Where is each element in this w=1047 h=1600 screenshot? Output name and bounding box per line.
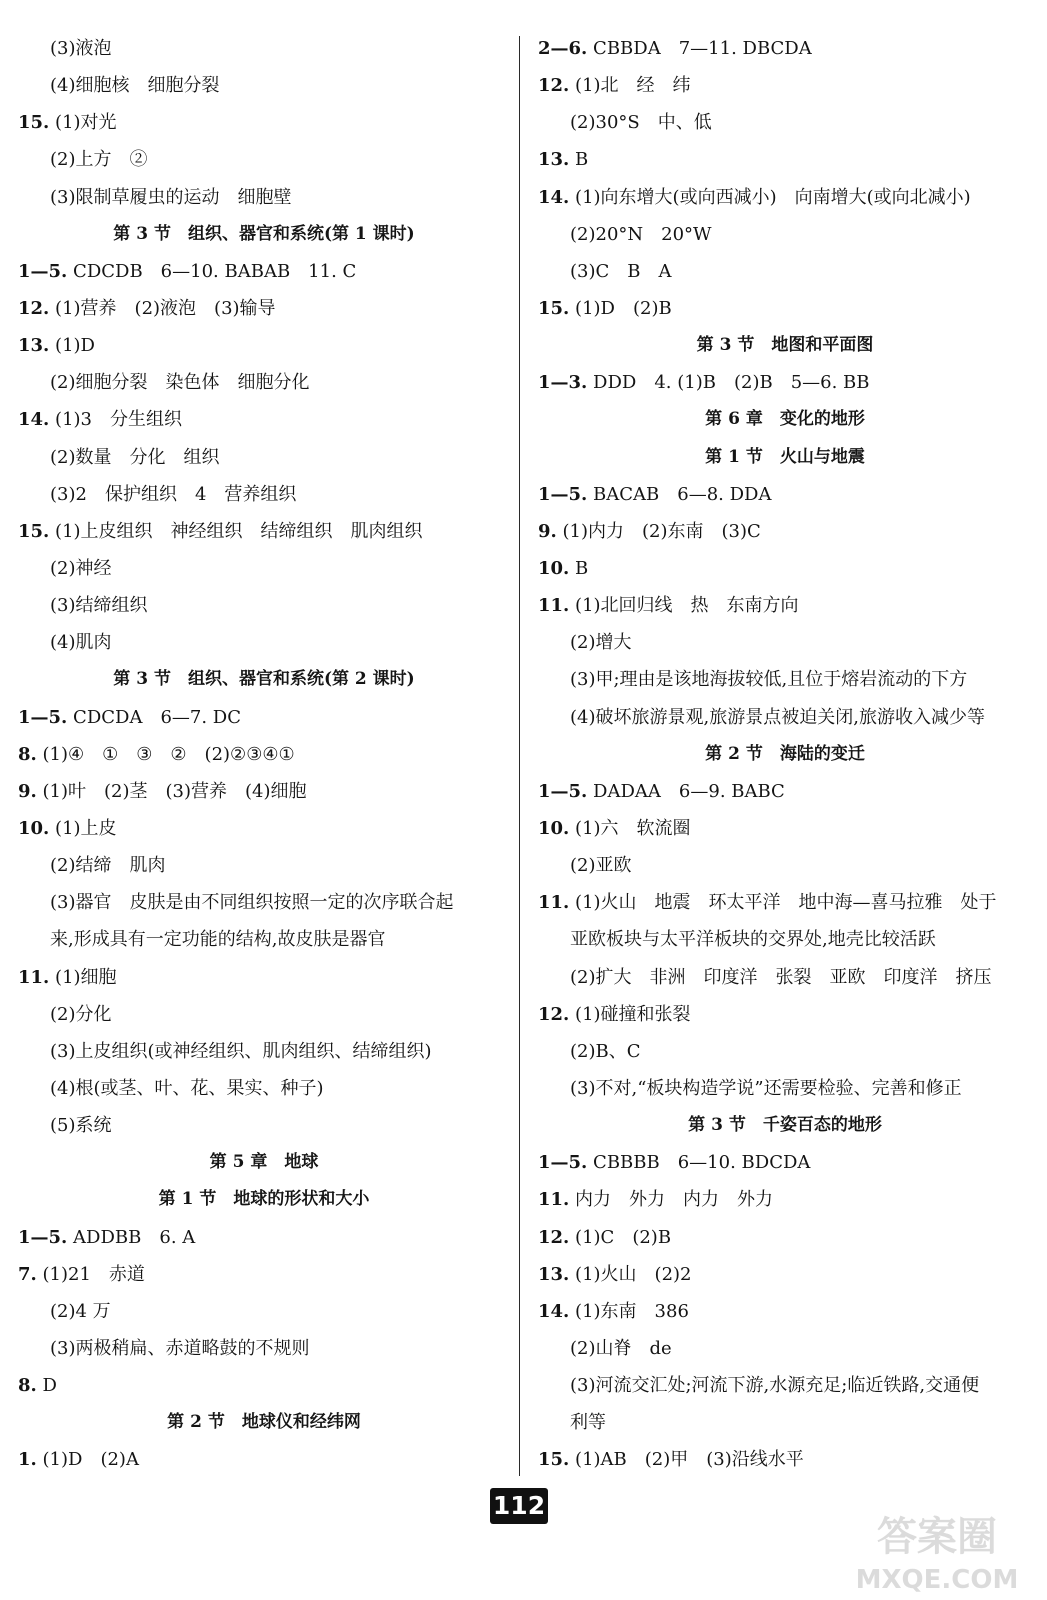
answer-line	[538, 179, 1032, 216]
answer-text: (1)D (2)A	[36, 1449, 139, 1471]
section-heading	[18, 1144, 510, 1181]
answer-line	[18, 1367, 510, 1404]
answer-text: (3)不对,“板块构造学说”还需要检验、完善和修正	[570, 1077, 962, 1099]
answer-line	[18, 550, 510, 587]
answer-text: 第 3 节 组织、器官和系统(第 2 课时)	[113, 669, 415, 690]
answer-text: B	[569, 557, 589, 579]
answer-line	[538, 1330, 1032, 1367]
section-heading	[538, 401, 1032, 438]
answer-text: CDCDB 6—10. BABAB 11. C	[67, 260, 357, 282]
section-heading	[538, 327, 1032, 364]
question-number: 9.	[18, 780, 37, 802]
answer-line	[538, 364, 1032, 401]
question-number: 10.	[538, 557, 570, 579]
question-number: 10.	[538, 817, 570, 839]
question-number: 1—5.	[18, 260, 68, 282]
answer-text: (2)上方 ②	[50, 149, 148, 171]
question-number: 1—5.	[18, 706, 68, 728]
answer-text: 亚欧板块与太平洋板块的交界处,地壳比较活跃	[570, 929, 936, 951]
answer-line	[538, 1441, 1032, 1478]
answer-line	[538, 1404, 1032, 1441]
answer-text: 第 5 章 地球	[209, 1152, 319, 1173]
answer-line	[538, 810, 1032, 847]
answer-text: CDCDA 6—7. DC	[67, 706, 242, 728]
answer-text: (1)碰撞和张裂	[569, 1003, 691, 1025]
answer-line	[18, 624, 510, 661]
answer-line	[18, 179, 510, 216]
answer-line	[18, 30, 510, 67]
answer-text: 第 1 节 火山与地震	[705, 446, 865, 467]
answer-line	[538, 253, 1032, 290]
answer-line	[538, 884, 1032, 921]
answer-line	[538, 216, 1032, 253]
question-number: 8.	[18, 1375, 37, 1397]
right-column	[538, 30, 1032, 1478]
answer-text: DADAA 6—9. BABC	[587, 780, 785, 802]
answer-line	[18, 587, 510, 624]
answer-text: (1)21 赤道	[36, 1263, 145, 1285]
answer-text: (3)河流交汇处;河流下游,水源充足;临近铁路,交通便	[570, 1375, 980, 1397]
watermark-bottom: MXQE.COM	[855, 1565, 1019, 1595]
answer-text: CBBDA 7—11. DBCDA	[587, 38, 812, 59]
answer-text: (1)火山 地震 环太平洋 地中海—喜马拉雅 处于	[569, 892, 997, 914]
answer-line	[538, 141, 1032, 178]
answer-text: (2)B、C	[570, 1040, 641, 1062]
column-divider	[519, 36, 520, 1476]
answer-line	[538, 1219, 1032, 1256]
answer-text: 内力 外力 内力 外力	[569, 1189, 774, 1211]
answer-text: (3)器官 皮肤是由不同组织按照一定的次序联合起	[50, 892, 454, 914]
answer-text: (3)甲;理由是该地海拔较低,且位于熔岩流动的下方	[570, 669, 968, 691]
answer-text: (3)上皮组织(或神经组织、肌肉组织、结缔组织)	[50, 1040, 432, 1062]
answer-text: (1)北回归线 热 东南方向	[569, 595, 799, 617]
answer-line	[18, 104, 510, 141]
answer-text: (2)增大	[570, 632, 632, 654]
section-heading	[538, 439, 1032, 476]
answer-line	[18, 921, 510, 958]
answer-text: (2)数量 分化 组织	[50, 446, 220, 468]
answer-text: (1)对光	[49, 112, 117, 134]
answer-line	[538, 67, 1032, 104]
answer-text: 利等	[570, 1412, 606, 1434]
answer-line	[18, 476, 510, 513]
answer-text: (1)④ ① ③ ② (2)②③④①	[36, 743, 295, 765]
answer-text: (2)扩大 非洲 印度洋 张裂 亚欧 印度洋 挤压	[570, 966, 992, 988]
answer-line	[18, 1107, 510, 1144]
answer-text: (1)东南 386	[569, 1300, 689, 1322]
answer-text: 第 3 节 组织、器官和系统(第 1 课时)	[113, 223, 415, 244]
answer-text: (2)20°N 20°W	[570, 223, 712, 245]
answer-text: D	[36, 1375, 57, 1397]
question-number: 15.	[538, 297, 570, 319]
question-number: 1—5.	[538, 483, 588, 505]
answer-line	[18, 1070, 510, 1107]
answer-text: (3)2 保护组织 4 营养组织	[50, 483, 297, 505]
question-number: 11.	[538, 892, 570, 914]
page-number: 112	[490, 1488, 548, 1524]
answer-line	[538, 30, 1032, 67]
question-number: 11.	[538, 595, 570, 617]
answer-line	[18, 699, 510, 736]
question-number: 8.	[18, 743, 37, 765]
answer-line	[18, 327, 510, 364]
answer-line	[538, 847, 1032, 884]
answer-text: (2)30°S 中、低	[570, 112, 712, 134]
answer-line	[538, 1256, 1032, 1293]
answer-line	[538, 513, 1032, 550]
question-number: 2—6.	[538, 38, 588, 59]
answer-text: (4)细胞核 细胞分裂	[50, 75, 220, 97]
answer-line	[18, 1219, 510, 1256]
answer-text: (2)结缔 肌肉	[50, 855, 166, 877]
question-number: 1—5.	[18, 1226, 68, 1248]
answer-text: (1)D (2)B	[569, 297, 672, 319]
section-heading	[18, 216, 510, 253]
answer-text: 第 2 节 海陆的变迁	[705, 743, 865, 764]
answer-line	[18, 1293, 510, 1330]
answer-text: (2)神经	[50, 557, 112, 579]
question-number: 12.	[538, 1003, 570, 1025]
answer-line	[18, 736, 510, 773]
answer-line	[18, 1256, 510, 1293]
answer-text: (3)结缔组织	[50, 595, 148, 617]
section-heading	[538, 1107, 1032, 1144]
answer-text: (4)肌肉	[50, 632, 112, 654]
answer-line	[538, 921, 1032, 958]
answer-text: (1)六 软流圈	[569, 817, 691, 839]
answer-text: (2)4 万	[50, 1300, 111, 1322]
question-number: 10.	[18, 817, 50, 839]
question-number: 11.	[18, 966, 50, 988]
answer-line	[538, 587, 1032, 624]
answer-text: 来,形成具有一定功能的结构,故皮肤是器官	[50, 929, 386, 951]
question-number: 7.	[18, 1263, 37, 1285]
answer-text: (1)北 经 纬	[569, 75, 691, 97]
left-column	[18, 30, 510, 1478]
question-number: 12.	[538, 75, 570, 97]
answer-text: (3)C B A	[570, 260, 672, 282]
answer-text: (1)火山 (2)2	[569, 1263, 692, 1285]
section-heading	[18, 661, 510, 698]
answer-line	[538, 104, 1032, 141]
answer-text: 第 2 节 地球仪和经纬网	[167, 1412, 361, 1433]
answer-line	[538, 290, 1032, 327]
answer-text: (1)叶 (2)茎 (3)营养 (4)细胞	[36, 780, 307, 802]
answer-text: (2)山脊 de	[570, 1337, 672, 1359]
answer-text: (1)向东增大(或向西减小) 向南增大(或向北减小)	[569, 186, 971, 208]
answer-line	[18, 513, 510, 550]
answer-line	[18, 1330, 510, 1367]
question-number: 15.	[18, 112, 50, 134]
answer-line	[18, 884, 510, 921]
answer-line	[538, 1293, 1032, 1330]
question-number: 15.	[538, 1449, 570, 1471]
answer-line	[18, 67, 510, 104]
question-number: 14.	[538, 1300, 570, 1322]
answer-line	[538, 1367, 1032, 1404]
answer-text: (1)细胞	[49, 966, 117, 988]
answer-line	[538, 1033, 1032, 1070]
answer-line	[538, 773, 1032, 810]
answer-text: 第 1 节 地球的形状和大小	[158, 1189, 370, 1210]
answer-text: (3)限制草履虫的运动 细胞壁	[50, 186, 292, 208]
answer-line	[18, 810, 510, 847]
question-number: 15.	[18, 520, 50, 542]
question-number: 1—5.	[538, 1152, 588, 1174]
question-number: 13.	[538, 149, 570, 171]
answer-line	[18, 773, 510, 810]
answer-text: 第 3 节 地图和平面图	[696, 335, 874, 356]
question-number: 13.	[18, 335, 50, 357]
answer-text: (3)液泡	[50, 38, 112, 59]
answer-line	[18, 401, 510, 438]
answer-text: (4)根(或茎、叶、花、果实、种子)	[50, 1077, 324, 1099]
watermark-logo	[837, 1504, 1037, 1596]
answer-line	[18, 141, 510, 178]
answer-text: 第 3 节 千姿百态的地形	[688, 1115, 882, 1136]
answer-text: (3)两极稍扁、赤道略鼓的不规则	[50, 1337, 310, 1359]
question-number: 14.	[538, 186, 570, 208]
answer-text: 第 6 章 变化的地形	[705, 409, 865, 430]
answer-text: (1)上皮	[49, 817, 117, 839]
question-number: 12.	[538, 1226, 570, 1248]
answer-line	[18, 1033, 510, 1070]
answer-text: CBBBB 6—10. BDCDA	[587, 1152, 811, 1174]
answer-text: DDD 4. (1)B (2)B 5—6. BB	[587, 372, 870, 394]
section-heading	[18, 1404, 510, 1441]
answer-text: (1)上皮组织 神经组织 结缔组织 肌肉组织	[49, 520, 423, 542]
answer-text: ADDBB 6. A	[67, 1226, 196, 1248]
answer-line	[538, 661, 1032, 698]
answer-text: (2)分化	[50, 1003, 112, 1025]
answer-text: (1)3 分生组织	[49, 409, 182, 431]
watermark-top: 答案圈	[877, 1514, 997, 1560]
question-number: 9.	[538, 520, 557, 542]
answer-text: (1)内力 (2)东南 (3)C	[556, 520, 761, 542]
answer-line	[18, 439, 510, 476]
answer-text: (1)营养 (2)液泡 (3)输导	[49, 297, 276, 319]
answer-line	[18, 290, 510, 327]
question-number: 1.	[18, 1449, 37, 1471]
answer-line	[538, 996, 1032, 1033]
answer-line	[538, 699, 1032, 736]
answer-text: (2)亚欧	[570, 855, 632, 877]
answer-text: (1)D	[49, 335, 95, 357]
answer-line	[538, 550, 1032, 587]
question-number: 14.	[18, 409, 50, 431]
answer-line	[18, 253, 510, 290]
question-number: 12.	[18, 297, 50, 319]
answer-line	[538, 1070, 1032, 1107]
answer-line	[538, 959, 1032, 996]
answer-line	[18, 847, 510, 884]
answer-text: (4)破坏旅游景观,旅游景点被迫关闭,旅游收入减少等	[570, 706, 985, 728]
answer-line	[538, 1181, 1032, 1218]
answer-text: (5)系统	[50, 1115, 112, 1137]
question-number: 11.	[538, 1189, 570, 1211]
answer-line	[18, 1441, 510, 1478]
question-number: 1—5.	[538, 780, 588, 802]
answer-text: (1)AB (2)甲 (3)沿线水平	[569, 1449, 804, 1471]
answer-text: BACAB 6—8. DDA	[587, 483, 772, 505]
answer-line	[538, 476, 1032, 513]
section-heading	[538, 736, 1032, 773]
answer-text: (1)C (2)B	[569, 1226, 672, 1248]
question-number: 13.	[538, 1263, 570, 1285]
answer-line	[18, 996, 510, 1033]
answer-text: B	[569, 149, 589, 171]
answer-line	[18, 364, 510, 401]
question-number: 1—3.	[538, 372, 588, 394]
answer-line	[538, 1144, 1032, 1181]
answer-line	[538, 624, 1032, 661]
section-heading	[18, 1181, 510, 1218]
answer-text: (2)细胞分裂 染色体 细胞分化	[50, 372, 310, 394]
answer-line	[18, 959, 510, 996]
